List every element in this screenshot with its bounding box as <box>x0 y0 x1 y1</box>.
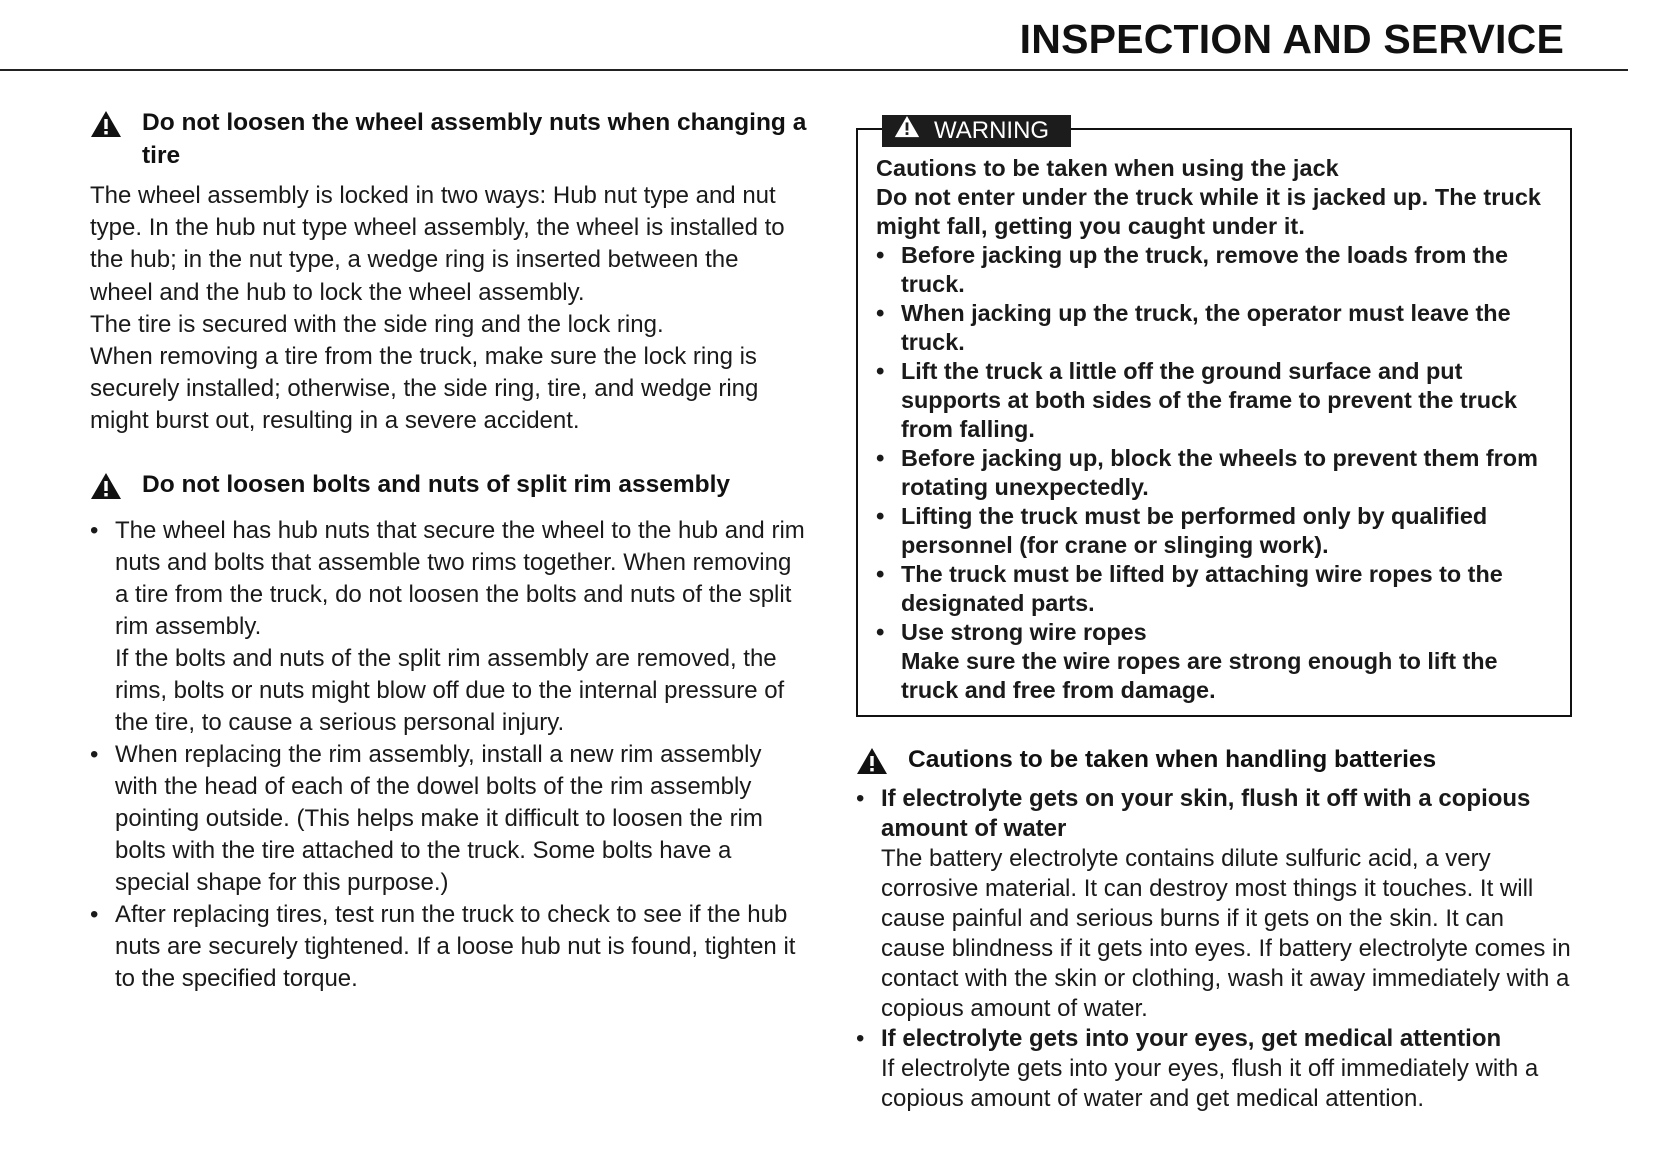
paragraph: The wheel assembly is locked in two ways: Hub nut type and nut type. In the hub nut type wheel assembly, the wheel is installed to the hub; in the nut type, a wedge ring is inserted between the wheel and the hub to lock the wheel assembly. <box>90 182 785 306</box>
section-title: Do not loosen bolts and nuts of split rim assembly <box>142 470 731 498</box>
list-item-text: When jacking up the truck, the operator must leave the truck. <box>901 300 1511 355</box>
warning-label <box>882 115 1071 147</box>
list-item-heading: If electrolyte gets into your eyes, get medical attention <box>881 1025 1502 1052</box>
bullet-dot: • <box>876 619 885 646</box>
list-item-heading: If electrolyte gets on your skin, flush it off with a copious amount of water <box>881 785 1531 842</box>
list-item-text: Use strong wire ropes <box>901 619 1147 645</box>
list-item-text: Lifting the truck must be performed only by qualified personnel (for crane or slinging work). <box>901 503 1488 558</box>
list-item <box>90 515 807 739</box>
list-item <box>90 899 807 995</box>
warning-triangle-icon <box>856 743 908 784</box>
bullet-dot: • <box>90 900 99 928</box>
list-item-text: The wheel has hub nuts that secure the wheel to the hub and rim nuts and bolts that assemble two rims together. When removing a tire from the truck, do not loosen the bolts and nuts of the split rim assembly. <box>115 516 805 640</box>
list-item-text: After replacing tires, test run the truck to check to see if the hub nuts are securely tightened. If a loose hub nut is found, tighten it to the specified torque. <box>115 900 796 992</box>
list-item-extra: If the bolts and nuts of the split rim assembly are removed, the rims, bolts or nuts might blow off due to the internal pressure of the tire, to cause a serious personal injury. <box>115 644 785 736</box>
left-column <box>90 106 807 995</box>
list-item <box>856 1024 1572 1114</box>
warning-intro: Do not enter under the truck while it is jacked up. The truck might fall, getting you caught under it. <box>876 184 1542 239</box>
bullet-dot: • <box>876 300 885 327</box>
section-heading <box>90 468 807 509</box>
section-title: Do not loosen the wheel assembly nuts when changing a tire <box>142 109 807 169</box>
list-item-text: The truck must be lifted by attaching wire ropes to the designated parts. <box>901 561 1503 616</box>
list-item-text: Before jacking up, block the wheels to prevent them from rotating unexpectedly. <box>901 445 1538 500</box>
header-rule <box>0 69 1628 71</box>
battery-section <box>856 743 1572 1114</box>
bullet-dot: • <box>876 242 885 269</box>
bullet-list <box>90 515 807 995</box>
bullet-dot: • <box>876 503 885 530</box>
list-item-text: Lift the truck a little off the ground surface and put supports at both sides of the frame to prevent the truck from falling. <box>901 358 1518 442</box>
section-heading <box>856 743 1572 784</box>
list-item <box>876 502 1552 560</box>
paragraph: When removing a tire from the truck, make sure the lock ring is securely installed; otherwise, the side ring, tire, and wedge ring might burst out, resulting in a severe accident. <box>90 343 759 435</box>
list-item <box>876 299 1552 357</box>
list-item <box>876 618 1552 705</box>
wheel-assembly-section <box>90 106 807 438</box>
bullet-dot: • <box>90 740 99 768</box>
split-rim-section <box>90 468 807 995</box>
paragraph: The tire is secured with the side ring and the lock ring. <box>90 310 664 338</box>
bullet-dot: • <box>876 561 885 588</box>
right-column <box>856 110 1572 1114</box>
bullet-dot: • <box>876 358 885 385</box>
section-title: Cautions to be taken when handling batteries <box>908 746 1437 773</box>
list-item-text: When replacing the rim assembly, install a new rim assembly with the head of each of the dowel bolts of the rim assembly pointing outside. (This helps make it difficult to loosen the rim bolts with the tire attached to the truck. Some bolts have a special shape for this purpose.) <box>115 740 763 896</box>
bullet-dot: • <box>856 785 865 812</box>
bullet-dot: • <box>856 1025 865 1052</box>
list-item <box>876 357 1552 444</box>
list-item <box>856 784 1572 1024</box>
list-item <box>876 560 1552 618</box>
list-item-extra: Make sure the wire ropes are strong enough to lift the truck and free from damage. <box>901 648 1498 703</box>
warning-triangle-icon <box>90 468 142 509</box>
warning-box <box>856 117 1572 717</box>
bullet-dot: • <box>876 445 885 472</box>
list-item-text: Before jacking up the truck, remove the loads from the truck. <box>901 242 1508 297</box>
list-item <box>876 241 1552 299</box>
warning-triangle-icon <box>90 106 142 147</box>
section-body <box>90 180 807 438</box>
list-item <box>90 739 807 899</box>
bullet-list <box>856 784 1572 1114</box>
warning-heading: Cautions to be taken when using the jack <box>876 155 1339 181</box>
bullet-dot: • <box>90 516 99 544</box>
list-item <box>876 444 1552 502</box>
warning-label-text: WARNING <box>934 117 1050 144</box>
warning-bullet-list <box>876 241 1552 705</box>
section-heading <box>90 106 807 172</box>
list-item-text: The battery electrolyte contains dilute sulfuric acid, a very corrosive material. It can destroy most things it touches. It will cause painful and serious burns if it gets on the skin. It can cause blindness if it gets into eyes. If battery electrolyte comes in contact with the skin or clothing, wash it away immediately with a copious amount of water. <box>881 845 1571 1022</box>
warning-triangle-icon <box>894 115 920 147</box>
list-item-text: If electrolyte gets into your eyes, flush it off immediately with a copious amount of water and get medical attention. <box>881 1055 1539 1112</box>
page-title: INSPECTION AND SERVICE <box>1019 16 1564 62</box>
